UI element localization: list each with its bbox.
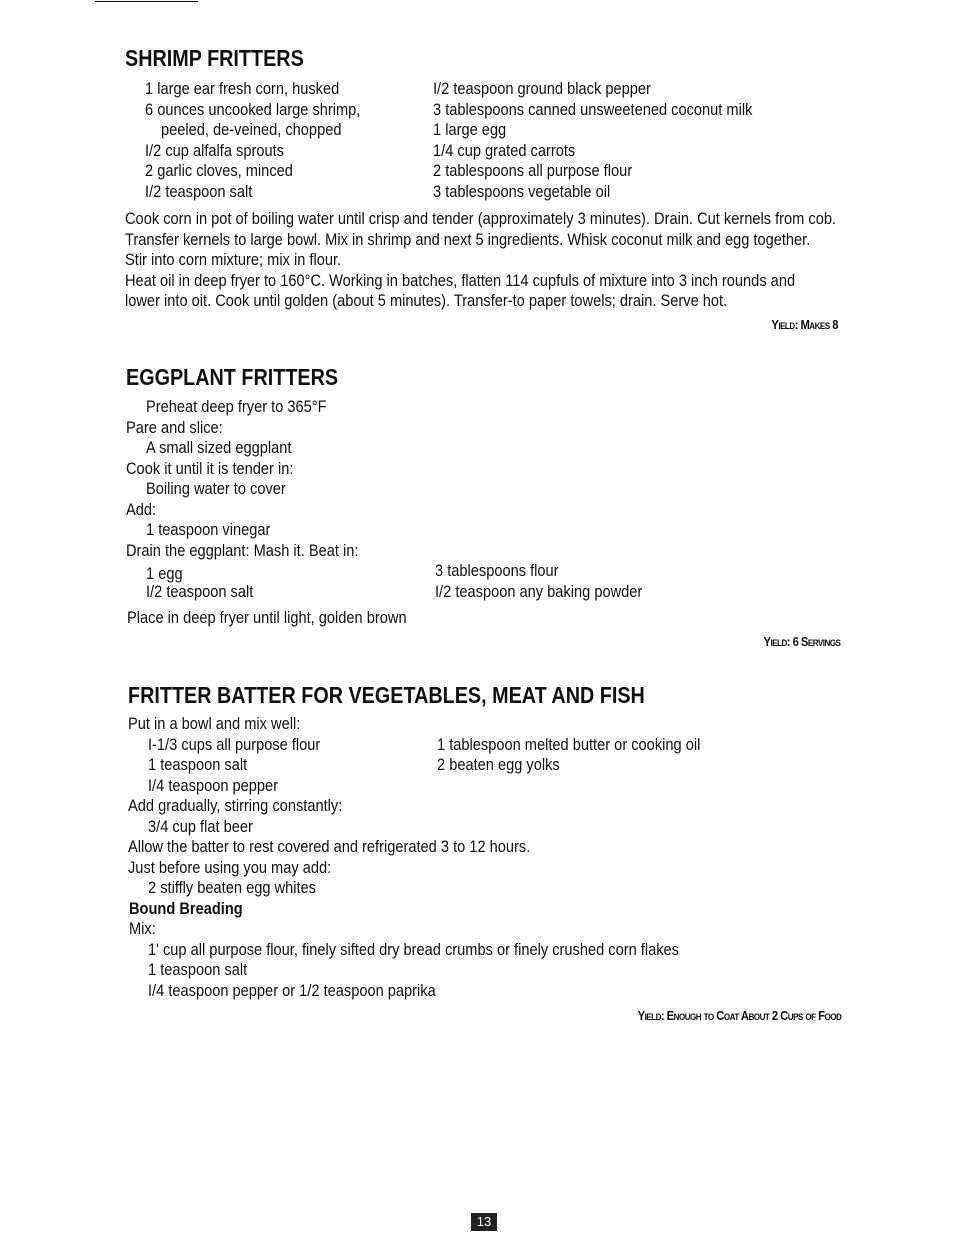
batter-line: I/4 teaspoon pepper [148, 775, 279, 795]
shrimp-ingredient: 1/4 cup grated carrots [433, 140, 576, 160]
batter-ingredient: 1 tablespoon melted butter or cooking oil [437, 734, 701, 754]
shrimp-method-line: Stir into corn mixture; mix in flour. [125, 250, 342, 269]
batter-line: 2 stiffly beaten egg whites [148, 878, 316, 897]
batter-line: 1 teaspoon salt [148, 960, 248, 979]
batter-line: I-1/3 cups all purpose flour [148, 734, 321, 754]
batter-ingredient: 2 beaten egg yolks [437, 755, 560, 774]
shrimp-method-line: Transfer kernels to large bowl. Mix in shrimp and next 5 ingredients. Whisk coconut milk and egg together. [125, 229, 811, 249]
batter-line: 1' cup all purpose flour, finely sifted dry bread crumbs or finely crushed corn flakes [148, 939, 679, 959]
shrimp-ingredient: 3 tablespoons vegetable oil [433, 181, 611, 201]
eggplant-line: A small sized eggplant [146, 438, 292, 457]
batter-line: Add gradually, stirring constantly: [128, 796, 343, 815]
eggplant-line: Boiling water to cover [146, 479, 286, 498]
eggplant-line: 1 egg [146, 564, 183, 583]
shrimp-ingredient: I/2 teaspoon ground black pepper [433, 79, 651, 98]
eggplant-line: 1 teaspoon vinegar [146, 520, 271, 539]
batter-line: Just before using you may add: [128, 857, 332, 877]
shrimp-title: SHRIMP FRITTERS [125, 45, 304, 71]
shrimp-yield: Yield: Makes 8 [771, 318, 838, 332]
eggplant-line: Drain the eggplant: Mash it. Beat in: [126, 540, 359, 560]
shrimp-ingredient: I/2 cup alfalfa sprouts [145, 140, 284, 160]
batter-title: FRITTER BATTER FOR VEGETABLES, MEAT AND FISH [128, 682, 645, 708]
shrimp-ingredient: 2 tablespoons all purpose flour [433, 161, 633, 180]
eggplant-closing: Place in deep fryer until light, golden brown [127, 608, 407, 627]
eggplant-yield: Yield: 6 Servings [763, 635, 840, 649]
page-number: 13 [471, 1213, 497, 1231]
shrimp-ingredient: 2 garlic cloves, minced [145, 161, 293, 180]
batter-line: Allow the batter to rest covered and refrigerated 3 to 12 hours. [128, 837, 531, 856]
batter-line: Put in a bowl and mix well: [128, 714, 301, 733]
top-rule [95, 1, 198, 2]
eggplant-ingredient: I/2 teaspoon any baking powder [435, 581, 643, 601]
shrimp-method-line: Cook corn in pot of boiling water until crisp and tender (approximately 3 minutes). Drain. Cut kernels from cob. [125, 209, 837, 228]
eggplant-line: Add: [126, 499, 157, 519]
eggplant-title: EGGPLANT FRITTERS [126, 364, 339, 390]
batter-line: Mix: [129, 919, 156, 938]
shrimp-ingredient: 1 large egg [433, 120, 507, 139]
eggplant-ingredient: 3 tablespoons flour [435, 561, 559, 580]
shrimp-method-line: Heat oil in deep fryer to 160°C. Working in batches, flatten 114 cupfuls of mixture into 3 inch rounds and [125, 270, 796, 290]
shrimp-ingredient: I/2 teaspoon salt [145, 181, 253, 201]
shrimp-method-line: lower into oit. Cook until golden (about 5 minutes). Transfer-to paper towels; drain. Serve hot. [125, 291, 728, 310]
eggplant-line: I/2 teaspoon salt [146, 581, 254, 601]
shrimp-ingredient: 6 ounces uncooked large shrimp, [145, 99, 361, 119]
eggplant-line: Pare and slice: [126, 417, 223, 437]
batter-yield: Yield: Enough to Coat About 2 Cups of Food [637, 1009, 841, 1023]
shrimp-ingredient: 3 tablespoons canned unsweetened coconut milk [433, 99, 753, 119]
shrimp-ingredient: peeled, de-veined, chopped [161, 120, 342, 139]
eggplant-line: Preheat deep fryer to 365°F [146, 397, 327, 416]
batter-line: 1 teaspoon salt [148, 755, 248, 774]
batter-line: 3/4 cup flat beer [148, 816, 253, 836]
bound-breading-heading: Bound Breading [129, 898, 243, 918]
batter-line: I/4 teaspoon pepper or 1/2 teaspoon paprika [148, 980, 436, 1000]
shrimp-ingredient: 1 large ear fresh corn, husked [145, 79, 340, 98]
eggplant-line: Cook it until it is tender in: [126, 458, 294, 478]
